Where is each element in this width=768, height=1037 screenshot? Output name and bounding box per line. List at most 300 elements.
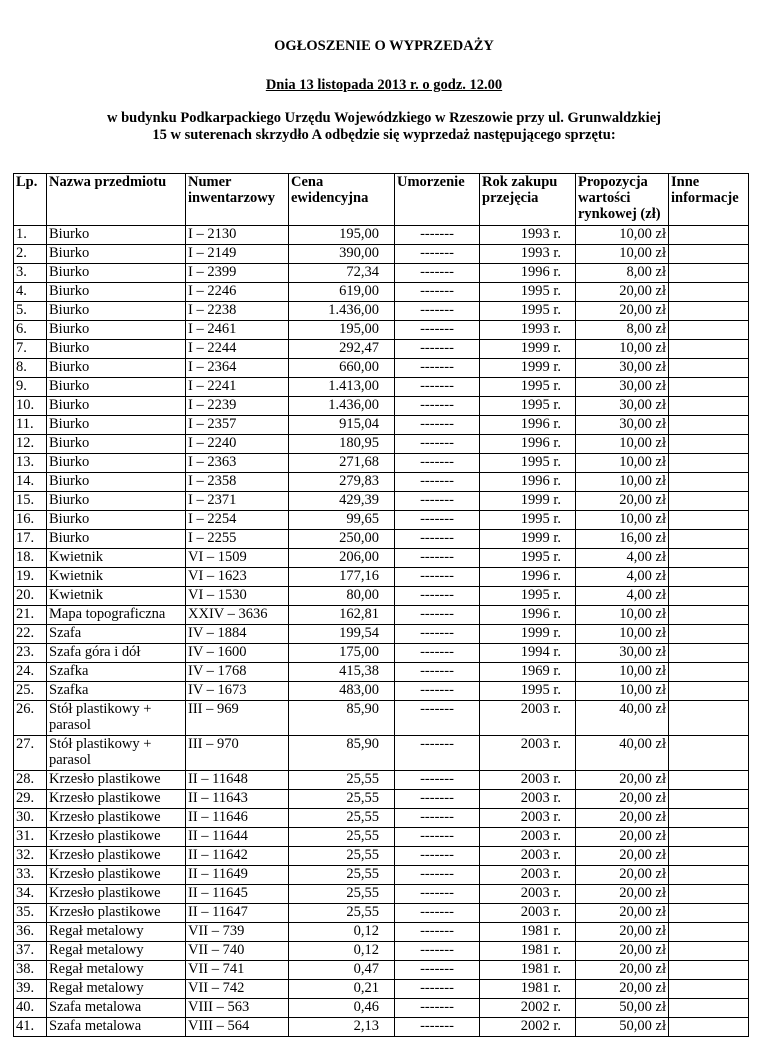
row-proposal: 20,00 zł: [576, 302, 669, 321]
row-year: 2002 r.: [480, 1018, 576, 1037]
row-year: 1996 r.: [480, 473, 576, 492]
row-name: Szafka: [47, 682, 186, 701]
row-year: 1981 r.: [480, 961, 576, 980]
row-depreciation: -------: [395, 771, 480, 790]
row-year: 2003 r.: [480, 904, 576, 923]
row-inventory: IV – 1768: [186, 663, 289, 682]
row-year: 1996 r.: [480, 568, 576, 587]
row-year: 1995 r.: [480, 549, 576, 568]
table-row: [14, 245, 749, 264]
row-price: 199,54: [289, 625, 395, 644]
row-price: 0,47: [289, 961, 395, 980]
row-price: 250,00: [289, 530, 395, 549]
row-other: [669, 302, 749, 321]
table-row: [14, 625, 749, 644]
row-lp: 38.: [14, 961, 47, 980]
row-inventory: I – 2255: [186, 530, 289, 549]
row-lp: 15.: [14, 492, 47, 511]
row-price: 85,90: [289, 736, 395, 771]
row-lp: 1.: [14, 226, 47, 245]
row-price: 271,68: [289, 454, 395, 473]
row-price: 175,00: [289, 644, 395, 663]
row-year: 2003 r.: [480, 847, 576, 866]
row-proposal: 20,00 zł: [576, 828, 669, 847]
row-price: 25,55: [289, 885, 395, 904]
table-row: [14, 397, 749, 416]
row-name: Biurko: [47, 245, 186, 264]
row-other: [669, 828, 749, 847]
row-proposal: 20,00 zł: [576, 961, 669, 980]
row-name: Regał metalowy: [47, 961, 186, 980]
row-name: Krzesło plastikowe: [47, 828, 186, 847]
row-inventory: XXIV – 3636: [186, 606, 289, 625]
row-other: [669, 397, 749, 416]
row-inventory: VII – 741: [186, 961, 289, 980]
row-proposal: 30,00 zł: [576, 644, 669, 663]
row-other: [669, 283, 749, 302]
row-lp: 9.: [14, 378, 47, 397]
row-depreciation: -------: [395, 885, 480, 904]
row-inventory: I – 2239: [186, 397, 289, 416]
row-year: 1999 r.: [480, 625, 576, 644]
row-lp: 37.: [14, 942, 47, 961]
row-name: Kwietnik: [47, 568, 186, 587]
row-depreciation: -------: [395, 606, 480, 625]
row-lp: 11.: [14, 416, 47, 435]
row-price: 915,04: [289, 416, 395, 435]
row-depreciation: -------: [395, 473, 480, 492]
row-other: [669, 568, 749, 587]
row-year: 1981 r.: [480, 980, 576, 999]
row-proposal: 16,00 zł: [576, 530, 669, 549]
col-proposal: Propozycja wartości rynkowej (zł): [576, 174, 669, 226]
row-price: 0,12: [289, 942, 395, 961]
row-lp: 31.: [14, 828, 47, 847]
table-row: [14, 340, 749, 359]
row-proposal: 20,00 zł: [576, 923, 669, 942]
row-other: [669, 511, 749, 530]
row-other: [669, 771, 749, 790]
row-year: 2003 r.: [480, 701, 576, 736]
row-year: 2002 r.: [480, 999, 576, 1018]
row-inventory: I – 2238: [186, 302, 289, 321]
row-depreciation: -------: [395, 1018, 480, 1037]
row-proposal: 10,00 zł: [576, 226, 669, 245]
row-name: Regał metalowy: [47, 980, 186, 999]
table-row: [14, 923, 749, 942]
table-row: [14, 568, 749, 587]
row-lp: 39.: [14, 980, 47, 999]
row-year: 1995 r.: [480, 454, 576, 473]
table-row: [14, 454, 749, 473]
row-depreciation: -------: [395, 378, 480, 397]
row-price: 1.436,00: [289, 302, 395, 321]
row-lp: 4.: [14, 283, 47, 302]
row-lp: 10.: [14, 397, 47, 416]
table-row: [14, 682, 749, 701]
row-price: 25,55: [289, 790, 395, 809]
row-other: [669, 999, 749, 1018]
row-depreciation: -------: [395, 549, 480, 568]
row-inventory: I – 2241: [186, 378, 289, 397]
row-other: [669, 625, 749, 644]
row-other: [669, 663, 749, 682]
row-lp: 21.: [14, 606, 47, 625]
row-price: 1.436,00: [289, 397, 395, 416]
row-year: 2003 r.: [480, 828, 576, 847]
row-year: 2003 r.: [480, 885, 576, 904]
row-price: 99,65: [289, 511, 395, 530]
table-row: [14, 790, 749, 809]
row-price: 25,55: [289, 904, 395, 923]
row-price: 1.413,00: [289, 378, 395, 397]
row-lp: 36.: [14, 923, 47, 942]
table-row: [14, 359, 749, 378]
row-lp: 22.: [14, 625, 47, 644]
row-price: 429,39: [289, 492, 395, 511]
table-row: [14, 942, 749, 961]
row-depreciation: -------: [395, 625, 480, 644]
table-row: [14, 587, 749, 606]
row-proposal: 10,00 zł: [576, 625, 669, 644]
row-price: 0,46: [289, 999, 395, 1018]
row-depreciation: -------: [395, 568, 480, 587]
row-depreciation: -------: [395, 321, 480, 340]
row-year: 1981 r.: [480, 942, 576, 961]
row-price: 25,55: [289, 847, 395, 866]
row-other: [669, 359, 749, 378]
sale-location: [0, 110, 768, 144]
row-name: Biurko: [47, 492, 186, 511]
row-year: 1995 r.: [480, 302, 576, 321]
row-lp: 8.: [14, 359, 47, 378]
row-lp: 16.: [14, 511, 47, 530]
table-row: [14, 321, 749, 340]
row-inventory: VII – 742: [186, 980, 289, 999]
table-row: [14, 226, 749, 245]
row-price: 292,47: [289, 340, 395, 359]
row-name: Biurko: [47, 321, 186, 340]
row-other: [669, 606, 749, 625]
row-price: 162,81: [289, 606, 395, 625]
row-name: Biurko: [47, 264, 186, 283]
row-proposal: 30,00 zł: [576, 378, 669, 397]
row-depreciation: -------: [395, 416, 480, 435]
row-name: Biurko: [47, 473, 186, 492]
row-proposal: 20,00 zł: [576, 942, 669, 961]
row-name: Regał metalowy: [47, 942, 186, 961]
row-year: 1994 r.: [480, 644, 576, 663]
row-depreciation: -------: [395, 587, 480, 606]
row-inventory: I – 2246: [186, 283, 289, 302]
row-depreciation: -------: [395, 980, 480, 999]
row-inventory: I – 2244: [186, 340, 289, 359]
row-proposal: 10,00 zł: [576, 682, 669, 701]
row-depreciation: -------: [395, 359, 480, 378]
row-other: [669, 416, 749, 435]
row-lp: 32.: [14, 847, 47, 866]
table-row: [14, 530, 749, 549]
row-proposal: 10,00 zł: [576, 340, 669, 359]
row-lp: 14.: [14, 473, 47, 492]
table-row: [14, 549, 749, 568]
row-inventory: III – 970: [186, 736, 289, 771]
row-lp: 3.: [14, 264, 47, 283]
row-name: Biurko: [47, 511, 186, 530]
row-inventory: VIII – 564: [186, 1018, 289, 1037]
row-lp: 19.: [14, 568, 47, 587]
row-name: Szafa metalowa: [47, 1018, 186, 1037]
row-other: [669, 736, 749, 771]
row-depreciation: -------: [395, 828, 480, 847]
row-other: [669, 790, 749, 809]
row-proposal: 20,00 zł: [576, 492, 669, 511]
row-depreciation: -------: [395, 904, 480, 923]
row-depreciation: -------: [395, 530, 480, 549]
col-inventory: Numer inwentarzowy: [186, 174, 289, 226]
row-lp: 40.: [14, 999, 47, 1018]
row-inventory: I – 2240: [186, 435, 289, 454]
row-price: 195,00: [289, 321, 395, 340]
table-row: [14, 511, 749, 530]
row-year: 1999 r.: [480, 530, 576, 549]
table-row: [14, 1018, 749, 1037]
row-inventory: I – 2364: [186, 359, 289, 378]
row-inventory: VI – 1623: [186, 568, 289, 587]
row-price: 660,00: [289, 359, 395, 378]
row-other: [669, 264, 749, 283]
row-year: 2003 r.: [480, 866, 576, 885]
row-name: Biurko: [47, 283, 186, 302]
row-inventory: VIII – 563: [186, 999, 289, 1018]
row-proposal: 10,00 zł: [576, 663, 669, 682]
row-inventory: IV – 1884: [186, 625, 289, 644]
table-row: [14, 980, 749, 999]
row-price: 483,00: [289, 682, 395, 701]
row-name: Biurko: [47, 340, 186, 359]
table-header-row: [14, 174, 749, 226]
row-lp: 2.: [14, 245, 47, 264]
table-row: [14, 828, 749, 847]
row-price: 0,12: [289, 923, 395, 942]
row-inventory: II – 11647: [186, 904, 289, 923]
row-depreciation: -------: [395, 866, 480, 885]
row-lp: 12.: [14, 435, 47, 454]
row-proposal: 10,00 zł: [576, 454, 669, 473]
row-lp: 18.: [14, 549, 47, 568]
row-proposal: 4,00 zł: [576, 587, 669, 606]
row-year: 1981 r.: [480, 923, 576, 942]
table-row: [14, 847, 749, 866]
row-name: Biurko: [47, 530, 186, 549]
row-price: 80,00: [289, 587, 395, 606]
row-depreciation: -------: [395, 283, 480, 302]
row-name: Krzesło plastikowe: [47, 790, 186, 809]
row-other: [669, 226, 749, 245]
table-row: [14, 866, 749, 885]
row-proposal: 20,00 zł: [576, 847, 669, 866]
row-inventory: I – 2254: [186, 511, 289, 530]
row-other: [669, 587, 749, 606]
row-depreciation: -------: [395, 302, 480, 321]
row-proposal: 20,00 zł: [576, 809, 669, 828]
row-year: 1996 r.: [480, 606, 576, 625]
row-lp: 24.: [14, 663, 47, 682]
row-proposal: 10,00 zł: [576, 435, 669, 454]
row-proposal: 30,00 zł: [576, 359, 669, 378]
row-name: Biurko: [47, 226, 186, 245]
row-proposal: 10,00 zł: [576, 473, 669, 492]
row-year: 1999 r.: [480, 340, 576, 359]
row-other: [669, 435, 749, 454]
row-other: [669, 644, 749, 663]
row-other: [669, 701, 749, 736]
row-depreciation: -------: [395, 397, 480, 416]
row-name: Krzesło plastikowe: [47, 809, 186, 828]
document-title: OGŁOSZENIE O WYPRZEDAŻY: [274, 38, 494, 54]
row-inventory: I – 2149: [186, 245, 289, 264]
row-year: 1995 r.: [480, 397, 576, 416]
table-row: [14, 416, 749, 435]
row-price: 25,55: [289, 809, 395, 828]
row-proposal: 4,00 zł: [576, 549, 669, 568]
row-proposal: 8,00 zł: [576, 321, 669, 340]
row-depreciation: -------: [395, 492, 480, 511]
row-price: 177,16: [289, 568, 395, 587]
row-other: [669, 473, 749, 492]
row-year: 2003 r.: [480, 736, 576, 771]
row-inventory: II – 11642: [186, 847, 289, 866]
table-row: [14, 302, 749, 321]
row-depreciation: -------: [395, 809, 480, 828]
row-other: [669, 549, 749, 568]
col-depreciation: Umorzenie: [395, 174, 480, 226]
row-other: [669, 942, 749, 961]
table-row: [14, 473, 749, 492]
row-year: 1969 r.: [480, 663, 576, 682]
row-name: Krzesło plastikowe: [47, 866, 186, 885]
row-depreciation: -------: [395, 511, 480, 530]
col-other: Inne informacje: [669, 174, 749, 226]
row-proposal: 40,00 zł: [576, 736, 669, 771]
row-inventory: II – 11646: [186, 809, 289, 828]
row-lp: 7.: [14, 340, 47, 359]
row-year: 1996 r.: [480, 264, 576, 283]
row-name: Szafa: [47, 625, 186, 644]
row-price: 619,00: [289, 283, 395, 302]
row-proposal: 20,00 zł: [576, 283, 669, 302]
row-depreciation: -------: [395, 226, 480, 245]
row-inventory: I – 2371: [186, 492, 289, 511]
row-inventory: IV – 1673: [186, 682, 289, 701]
row-depreciation: -------: [395, 644, 480, 663]
row-year: 1995 r.: [480, 511, 576, 530]
table-row: [14, 736, 749, 771]
row-depreciation: -------: [395, 663, 480, 682]
row-year: 1993 r.: [480, 321, 576, 340]
table-row: [14, 663, 749, 682]
row-other: [669, 321, 749, 340]
row-depreciation: -------: [395, 790, 480, 809]
row-year: 2003 r.: [480, 809, 576, 828]
row-depreciation: -------: [395, 736, 480, 771]
table-row: [14, 492, 749, 511]
row-inventory: I – 2461: [186, 321, 289, 340]
row-other: [669, 885, 749, 904]
sale-date: Dnia 13 listopada 2013 r. o godz. 12.00: [265, 77, 503, 93]
row-inventory: I – 2399: [186, 264, 289, 283]
row-other: [669, 980, 749, 999]
row-depreciation: -------: [395, 340, 480, 359]
row-depreciation: -------: [395, 923, 480, 942]
row-price: 415,38: [289, 663, 395, 682]
row-other: [669, 1018, 749, 1037]
row-other: [669, 454, 749, 473]
row-lp: 29.: [14, 790, 47, 809]
row-depreciation: -------: [395, 435, 480, 454]
row-other: [669, 245, 749, 264]
table-row: [14, 264, 749, 283]
row-proposal: 20,00 zł: [576, 866, 669, 885]
row-proposal: 20,00 zł: [576, 885, 669, 904]
row-proposal: 20,00 zł: [576, 980, 669, 999]
row-other: [669, 340, 749, 359]
row-lp: 5.: [14, 302, 47, 321]
row-depreciation: -------: [395, 961, 480, 980]
row-depreciation: -------: [395, 264, 480, 283]
row-lp: 25.: [14, 682, 47, 701]
row-other: [669, 378, 749, 397]
row-lp: 23.: [14, 644, 47, 663]
row-price: 206,00: [289, 549, 395, 568]
row-price: 85,90: [289, 701, 395, 736]
row-proposal: 20,00 zł: [576, 904, 669, 923]
items-table: [13, 173, 749, 1037]
row-other: [669, 492, 749, 511]
row-other: [669, 904, 749, 923]
row-name: Biurko: [47, 454, 186, 473]
row-lp: 6.: [14, 321, 47, 340]
row-name: Mapa topograficzna: [47, 606, 186, 625]
row-price: 195,00: [289, 226, 395, 245]
row-inventory: III – 969: [186, 701, 289, 736]
row-year: 1996 r.: [480, 435, 576, 454]
row-other: [669, 923, 749, 942]
row-year: 1995 r.: [480, 587, 576, 606]
row-inventory: II – 11649: [186, 866, 289, 885]
row-lp: 20.: [14, 587, 47, 606]
row-proposal: 20,00 zł: [576, 790, 669, 809]
row-proposal: 50,00 zł: [576, 999, 669, 1018]
row-year: 1999 r.: [480, 359, 576, 378]
row-year: 1993 r.: [480, 245, 576, 264]
row-year: 1996 r.: [480, 416, 576, 435]
table-row: [14, 904, 749, 923]
row-name: Stół plastikowy + parasol: [47, 736, 186, 771]
row-lp: 30.: [14, 809, 47, 828]
row-depreciation: -------: [395, 942, 480, 961]
row-inventory: I – 2357: [186, 416, 289, 435]
row-inventory: VI – 1530: [186, 587, 289, 606]
row-name: Szafa metalowa: [47, 999, 186, 1018]
row-price: 279,83: [289, 473, 395, 492]
row-depreciation: -------: [395, 682, 480, 701]
row-price: 25,55: [289, 771, 395, 790]
row-price: 25,55: [289, 828, 395, 847]
table-row: [14, 283, 749, 302]
row-year: 2003 r.: [480, 790, 576, 809]
row-inventory: II – 11645: [186, 885, 289, 904]
